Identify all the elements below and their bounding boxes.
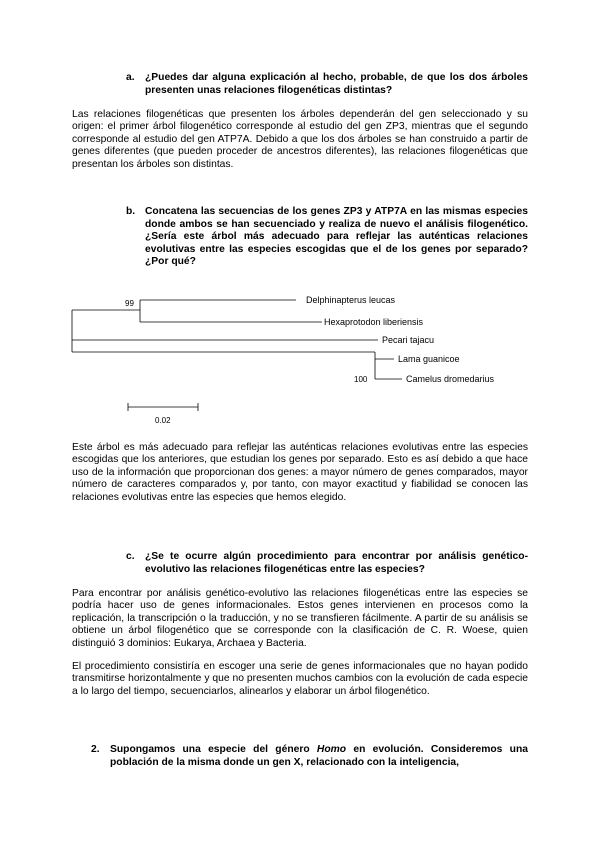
taxon-label: Pecari tajacu	[382, 335, 435, 345]
answer-c-paragraph-1: Para encontrar por análisis genético-evolutivo las relaciones filogenéticas entre las especies se podría hacer uso de genes informacionales. Estos genes intervienen en procesos como la replicación, la transcripción o la traducción, y no se transfieren fácilmente. A partir de su análisis se obtiene un árbol filogenético que se corresponde con la clasificación de C. R. Woese, quien distinguió 3 dominios: Eukarya, Archaea y Bacteria.	[72, 588, 528, 649]
question-2-genus: Homo	[316, 744, 347, 755]
answer-b: Este árbol es más adecuado para reflejar las auténticas relaciones evolutivas entre las especies escogidas que los anteriores, que estudian los genes por separado. Esto es así debido a que hace uso de la información que proporcionan dos genes: a mayor número de genes comparados, mayor número de caracteres comparados y, por tanto, con mayor exactitud y fiabilidad se conocen las relaciones evolutivas entre las especies que hemos elegido.	[72, 442, 528, 503]
bootstrap-99: 99	[125, 299, 134, 308]
question-2	[91, 744, 528, 769]
taxon-label: Delphinapterus leucas	[306, 295, 396, 305]
question-c-text: ¿Se te ocurre algún procedimiento para encontrar por análisis genético-evolutivo las relaciones filogenéticas entre las especies?	[145, 551, 528, 575]
bootstrap-100: 100	[354, 375, 368, 384]
question-b-label: b.	[126, 206, 136, 217]
answer-a: Las relaciones filogenéticas que presenten los árboles dependerán del gen seleccionado y su origen: el primer árbol filogenético corresponde al estudio del gen ZP3, mientras que el segundo corresponde al estudio del gen ATP7A. Debido a que los dos árboles se han construido a partir de genes diferentes (que pueden proceder de ancestros diferentes), las relaciones filogenéticas que presentan los árboles son distintas.	[72, 109, 528, 170]
question-c	[126, 551, 528, 576]
question-2-text-before: Supongamos una especie del género	[110, 744, 317, 755]
question-c-label: c.	[126, 551, 135, 562]
scale-bar-label: 0.02	[155, 416, 171, 425]
taxon-label: Lama guanicoe	[398, 354, 460, 364]
question-a-text: ¿Puedes dar alguna explicación al hecho, probable, de que los dos árboles presenten unas relaciones filogenéticas distintas?	[145, 72, 528, 96]
question-a-label: a.	[126, 72, 135, 83]
question-b-text: Concatena las secuencias de los genes ZP3 y ATP7A en las mismas especies donde ambos se han secuenciado y realiza de nuevo el análisis filogenético. ¿Sería este árbol más adecuado para reflejar las auténticas relaciones evolutivas entre las especies escogidas que el de los genes por separado? ¿Por qué?	[145, 206, 528, 267]
taxon-label: Camelus dromedarius	[406, 374, 495, 384]
question-2-label: 2.	[91, 744, 100, 755]
taxon-label: Hexaprotodon liberiensis	[324, 317, 424, 327]
question-2-text-after: en evolución. Consideremos una población de la misma donde un gen X, relacionado con la inteligencia,	[110, 744, 528, 768]
answer-c-paragraph-2: El procedimiento consistiría en escoger una serie de genes informacionales que no hayan podido transmitirse horizontalmente y que no presenten muchos cambios con la evolución de cada especie a lo largo del tiempo, secuenciarlos, alinearlos y elaborar un árbol filogenético.	[72, 661, 528, 697]
